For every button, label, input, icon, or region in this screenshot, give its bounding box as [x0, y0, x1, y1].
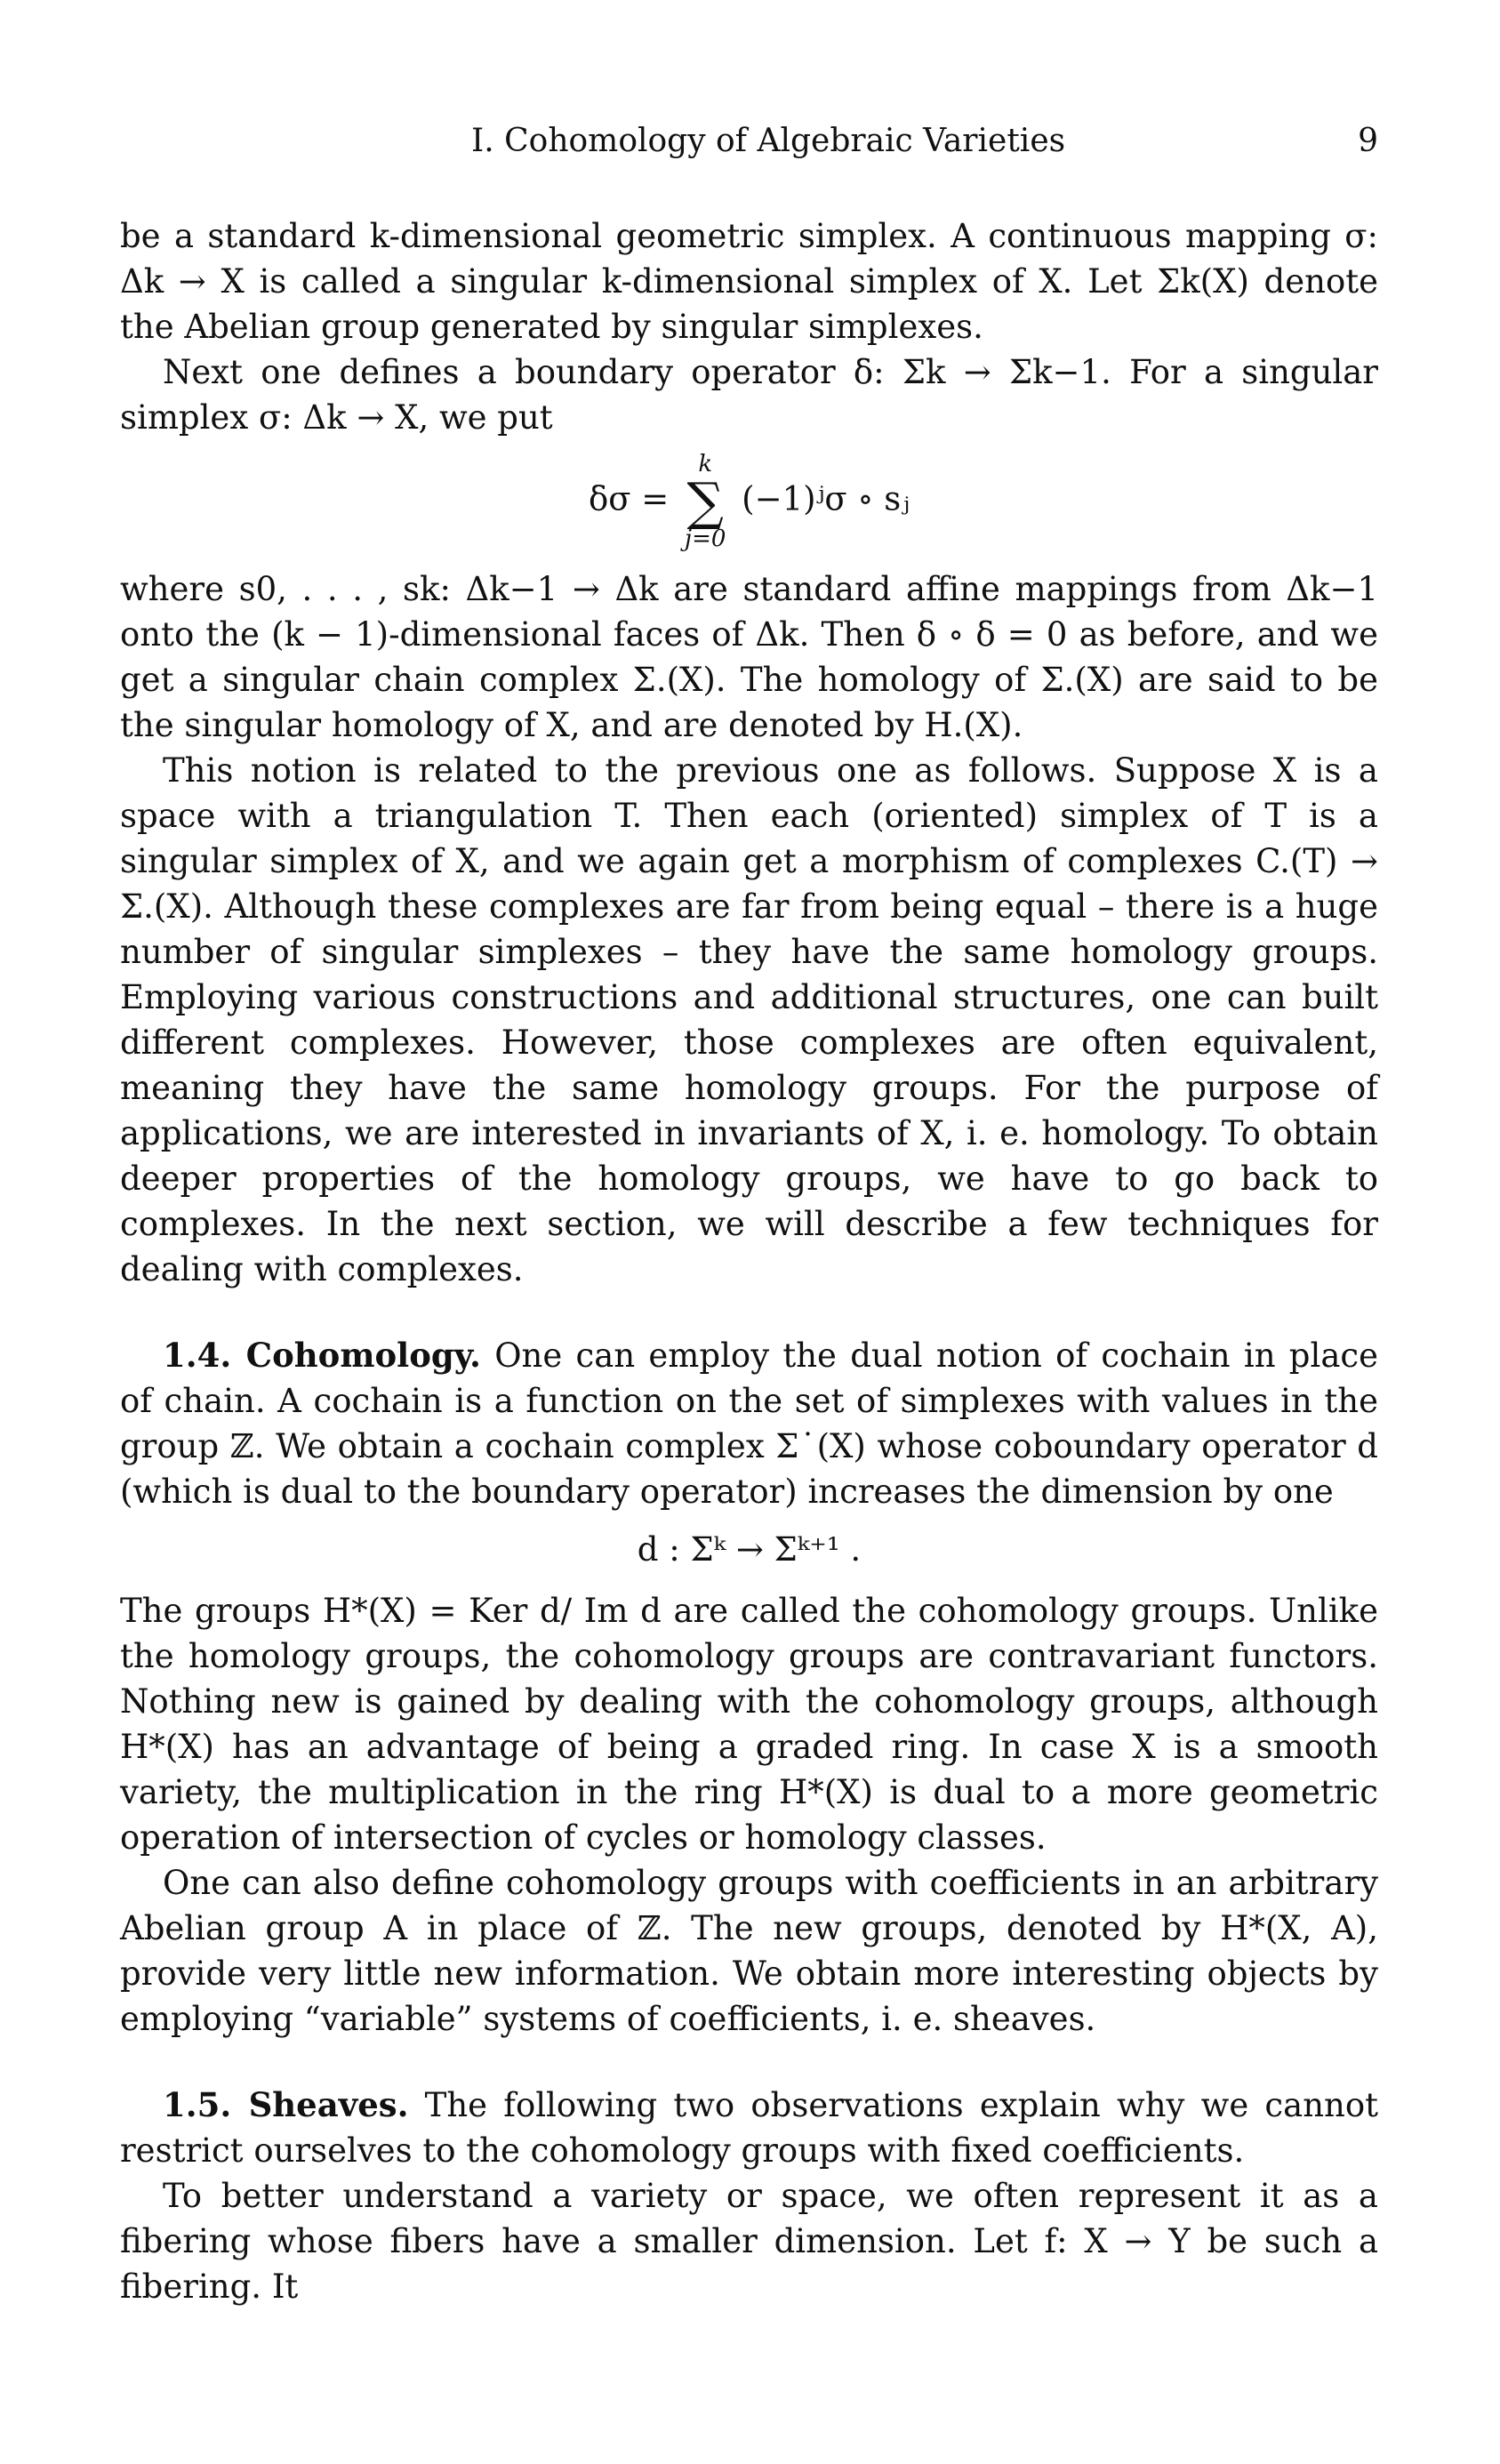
page-header	[120, 123, 1378, 176]
paragraph: This notion is related to the previous one as follows. Suppose X is a space with a triangulation T. Then each (oriented) simplex of T is a singular simplex of X, and we again get a morphism of complexes C.(T) → Σ.(X). Although these complexes are far from being equal – there is a huge number of singular simplexes – they have the same homology groups. Employing various constructions and additional structures, one can built different complexes. However, those complexes are often equivalent, meaning they have the same homology groups. For the purpose of applications, we are interested in invariants of X, i. e. homology. To obtain deeper properties of the homology groups, we have to go back to complexes. In the next section, we will describe a few techniques for dealing with complexes.	[120, 751, 1378, 1288]
section-sheaves	[120, 2083, 1378, 2173]
summation-symbol: ∑	[686, 471, 724, 532]
paragraph: where s0, . . . , sk: Δk−1 → Δk are standard affine mappings from Δk−1 onto the (k − 1)-dimensional faces of Δk. Then δ ∘ δ = 0 as before, and we get a singular chain complex Σ.(X). The homology of Σ.(X) are said to be the singular homology of X, and are denoted by H.(X).	[120, 570, 1378, 744]
section-cohomology	[120, 1333, 1378, 1514]
equation-rhs: (−1)ʲσ ∘ sⱼ	[742, 479, 910, 518]
section-intro: One can employ the dual notion of cochain in place of chain. A cochain is a function on the set of simplexes with values in the group ℤ. We obtain a cochain complex Σ˙(X) whose coboundary operator d (which is dual to the boundary operator) increases the dimension by one	[120, 1336, 1378, 1511]
paragraph: Next one defines a boundary operator δ: Σk → Σk−1. For a singular simplex σ: Δk → X, we put	[120, 353, 1378, 437]
section-heading: 1.4. Cohomology.	[163, 1336, 481, 1375]
equation-lhs: δσ =	[588, 479, 670, 518]
coboundary-equation: d : Σᵏ → Σᵏ⁺¹ .	[637, 1530, 862, 1569]
summation-upper-limit: k	[698, 451, 713, 478]
body-text	[120, 213, 1378, 2309]
summation	[685, 453, 726, 550]
paragraph: The groups H*(X) = Ker d/ Im d are called the cohomology groups. Unlike the homology groups, the cohomology groups are contravariant functors. Nothing new is gained by dealing with the cohomology groups, although H*(X) has an advantage of being a graded ring. In case X is a smooth variety, the multiplication in the ring H*(X) is dual to a more geometric operation of intersection of cycles or homology classes.	[120, 1592, 1378, 1857]
section-heading: 1.5. Sheaves.	[163, 2085, 409, 2124]
paragraph: One can also define cohomology groups with coefficients in an arbitrary Abelian group A in place of ℤ. The new groups, denoted by H*(X, A), provide very little new information. We obtain more interesting objects by employing “variable” systems of coefficients, i. e. sheaves.	[120, 1864, 1378, 2038]
paragraph: To better understand a variety or space, we often represent it as a fibering whose fibers have a smaller dimension. Let f: X → Y be such a fibering. It	[120, 2177, 1378, 2306]
running-head: I. Cohomology of Algebraic Varieties	[471, 123, 1066, 159]
section-intro: The following two observations explain why we cannot restrict ourselves to the cohomology groups with fixed coefficients.	[120, 2086, 1378, 2170]
page-number: 9	[1358, 123, 1378, 159]
paragraph: be a standard k-dimensional geometric simplex. A continuous mapping σ: Δk → X is called a singular k-dimensional simplex of X. Let Σk(X) denote the Abelian group generated by singular simplexes.	[120, 217, 1378, 346]
boundary-operator-equation	[120, 453, 1378, 550]
summation-lower-limit: j=0	[685, 526, 726, 552]
